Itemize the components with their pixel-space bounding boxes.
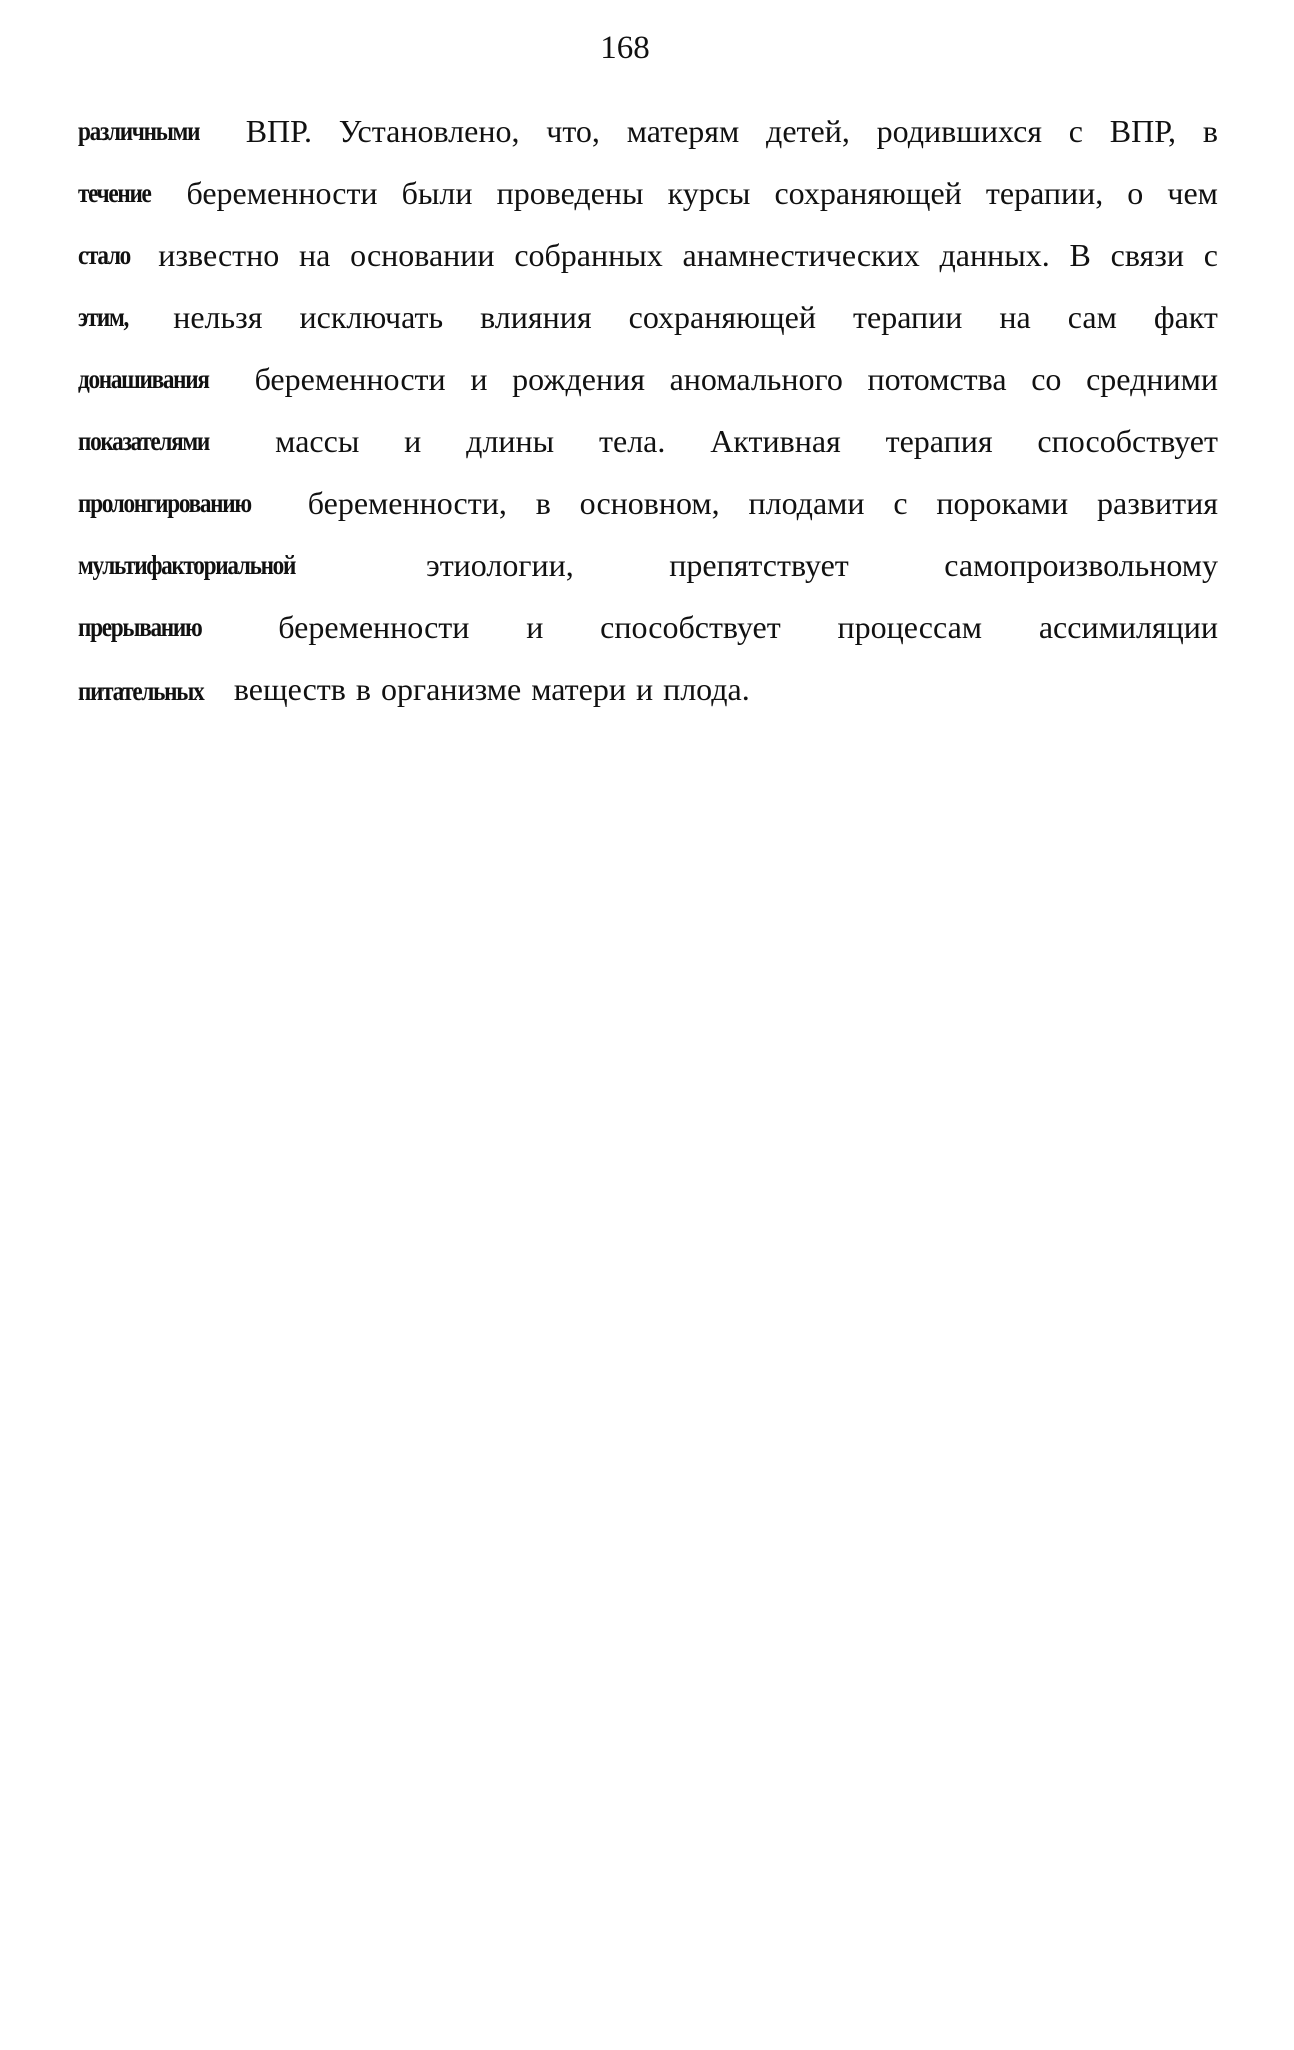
word: и	[470, 361, 488, 397]
word: различными	[78, 116, 200, 146]
word: пролонгированию	[78, 488, 251, 518]
word: длины	[466, 423, 555, 459]
text-line	[78, 100, 1218, 162]
text-line	[78, 534, 1218, 596]
word: курсы	[667, 175, 751, 211]
word: веществ	[233, 671, 346, 707]
word: способствует	[1037, 423, 1218, 459]
word: ВПР,	[1109, 113, 1177, 149]
word: донашивания	[78, 364, 209, 394]
word: сохраняющей	[628, 299, 816, 335]
word: показателями	[78, 426, 209, 456]
word: плода.	[663, 671, 750, 707]
word: ассимиляции	[1038, 609, 1218, 645]
word: в	[1202, 113, 1218, 149]
word: связи	[1110, 237, 1185, 273]
word: питательных	[78, 676, 204, 706]
word: Установлено,	[338, 113, 520, 149]
word: способствует	[600, 609, 781, 645]
word: с	[1068, 113, 1083, 149]
word: этим,	[78, 302, 129, 332]
word: матерям	[626, 113, 740, 149]
word: с	[1203, 237, 1218, 273]
text-line	[78, 286, 1218, 348]
word: беременности	[278, 609, 470, 645]
word: на	[299, 237, 331, 273]
word: течение	[78, 178, 151, 208]
word: исключать	[299, 299, 444, 335]
word: данных.	[939, 237, 1050, 273]
word: терапии,	[985, 175, 1104, 211]
word: анамнестических	[682, 237, 920, 273]
word: беременности	[186, 175, 378, 211]
word: родившихся	[876, 113, 1042, 149]
word: стало	[78, 240, 131, 270]
word: беременности,	[307, 485, 507, 521]
word: В	[1069, 237, 1091, 273]
word: собранных	[514, 237, 663, 273]
word: прерыванию	[78, 612, 202, 642]
word: препятствует	[669, 547, 849, 583]
word: и	[404, 423, 422, 459]
word: рождения	[512, 361, 645, 397]
word: самопроизвольному	[944, 547, 1218, 583]
word: со	[1031, 361, 1062, 397]
word: потомства	[867, 361, 1007, 397]
word: детей,	[766, 113, 850, 149]
word: и	[635, 671, 654, 707]
word: Активная	[710, 423, 841, 459]
word: влияния	[480, 299, 592, 335]
word: о	[1127, 175, 1144, 211]
text-line	[78, 596, 1218, 658]
word: на	[999, 299, 1031, 335]
word: сохраняющей	[774, 175, 962, 211]
text-line	[78, 658, 1218, 720]
word: развития	[1097, 485, 1218, 521]
word: аномального	[669, 361, 843, 397]
word: терапии	[853, 299, 963, 335]
word: тела.	[599, 423, 666, 459]
word: сам	[1067, 299, 1117, 335]
body-paragraph	[78, 100, 1218, 720]
word: и	[526, 609, 544, 645]
text-line	[78, 162, 1218, 224]
word: проведены	[496, 175, 644, 211]
word: пороками	[936, 485, 1069, 521]
word: плодами	[748, 485, 865, 521]
word: основании	[350, 237, 495, 273]
text-line	[78, 348, 1218, 410]
word: средними	[1086, 361, 1218, 397]
word: ВПР.	[245, 113, 312, 149]
word: были	[401, 175, 473, 211]
word: мультифакториальной	[78, 550, 296, 580]
word: чем	[1167, 175, 1218, 211]
word: этиологии,	[425, 547, 574, 583]
word: терапия	[885, 423, 993, 459]
word: нельзя	[173, 299, 263, 335]
word: матери	[531, 671, 626, 707]
word: беременности	[254, 361, 446, 397]
text-line	[78, 410, 1218, 472]
word: в	[355, 671, 371, 707]
word: организме	[381, 671, 522, 707]
word: массы	[275, 423, 360, 459]
word: основном,	[579, 485, 720, 521]
word: факт	[1153, 299, 1218, 335]
word: в	[535, 485, 551, 521]
text-line	[78, 224, 1218, 286]
word: что,	[546, 113, 600, 149]
text-line	[78, 472, 1218, 534]
word: с	[893, 485, 908, 521]
word: известно	[158, 237, 280, 273]
word: процессам	[837, 609, 983, 645]
page-number: 168	[600, 30, 650, 66]
